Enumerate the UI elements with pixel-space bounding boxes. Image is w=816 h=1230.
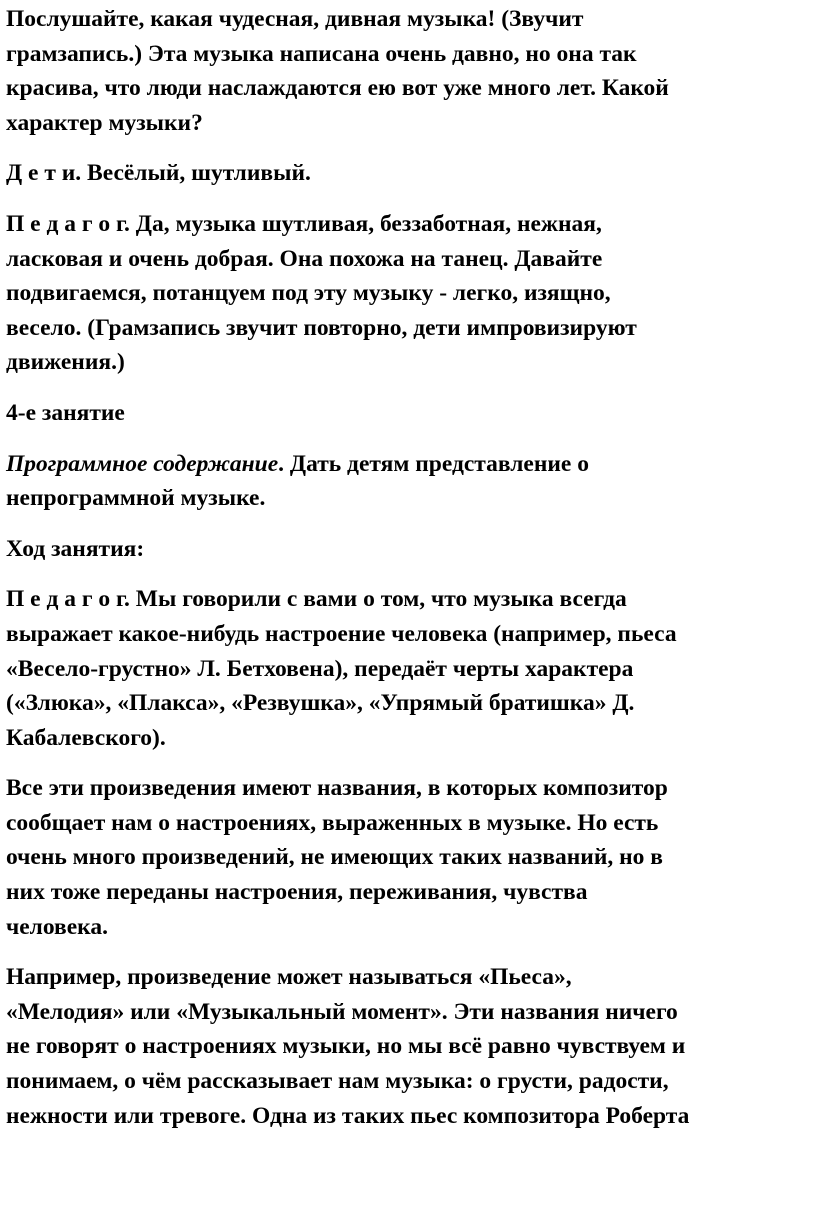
text-line: выражает какое-нибудь настроение человека (например, пьеса [6, 620, 677, 647]
text-line: ласковая и очень добрая. Она похожа на танец. Давайте [6, 245, 603, 272]
text-line: не говорят о настроениях музыки, но мы всё равно чувствуем и [6, 1033, 686, 1060]
text-line: весело. (Грамзапись звучит повторно, дети импровизируют [6, 314, 637, 341]
text-line: движения.) [6, 349, 125, 376]
text-line: П е д а г о г. Мы говорили с вами о том, что музыка всегда [6, 586, 627, 613]
lesson-heading [6, 396, 810, 431]
text-line: характер музыки? [6, 109, 203, 136]
text-line: грамзапись.) Эта музыка написана очень давно, но она так [6, 40, 637, 67]
text-line: понимаем, о чём рассказывает нам музыка: о грусти, радости, [6, 1068, 669, 1095]
text-line: сообщает нам о настроениях, выраженных в музыке. Но есть [6, 809, 659, 836]
text-line: («Злюка», «Плакса», «Резвушка», «Упрямый братишка» Д. [6, 690, 635, 717]
text-line: подвигаемся, потанцуем под эту музыку - легко, изящно, [6, 280, 611, 307]
document-page [6, 2, 810, 1149]
paragraph-teacher-dance [6, 207, 810, 380]
paragraph-titles [6, 771, 810, 944]
text-line: нежности или тревоге. Одна из таких пьес композитора Роберта [6, 1102, 690, 1129]
paragraph-teacher-mood [6, 582, 810, 755]
text-line: 4-е занятие [6, 399, 125, 426]
text-line: Послушайте, какая чудесная, дивная музыка! (Звучит [6, 6, 584, 32]
text-line: очень много произведений, не имеющих таких названий, но в [6, 844, 663, 871]
lesson-progress-heading [6, 532, 810, 567]
text-line: Все эти произведения имеют названия, в которых композитор [6, 775, 668, 802]
text-line: Кабалевского). [6, 724, 166, 751]
paragraph-intro [6, 2, 810, 140]
text-line: Д е т и. Весёлый, шутливый. [6, 160, 311, 187]
text-line [6, 447, 810, 482]
text-line: П е д а г о г. Да, музыка шутливая, беззаботная, нежная, [6, 210, 602, 237]
text-line: Например, произведение может называться «Пьеса», [6, 964, 572, 991]
text-line: них тоже переданы настроения, переживания, чувства [6, 879, 588, 906]
text-line: красива, что люди наслаждаются ею вот уже много лет. Какой [6, 75, 669, 102]
text-line: «Весело-грустно» Л. Бетховена), передаёт черты характера [6, 655, 634, 682]
paragraph-program-content [6, 447, 810, 516]
text-line: человека. [6, 913, 108, 940]
paragraph-example [6, 960, 810, 1133]
text-line: Ход занятия: [6, 535, 145, 562]
paragraph-children-answer [6, 156, 810, 191]
line-rest: . Дать детям представление о [278, 450, 589, 477]
text-line: непрограммной музыке. [6, 485, 266, 512]
text-line: «Мелодия» или «Музыкальный момент». Эти названия ничего [6, 998, 678, 1025]
italic-lead: Программное содержание [6, 450, 279, 477]
